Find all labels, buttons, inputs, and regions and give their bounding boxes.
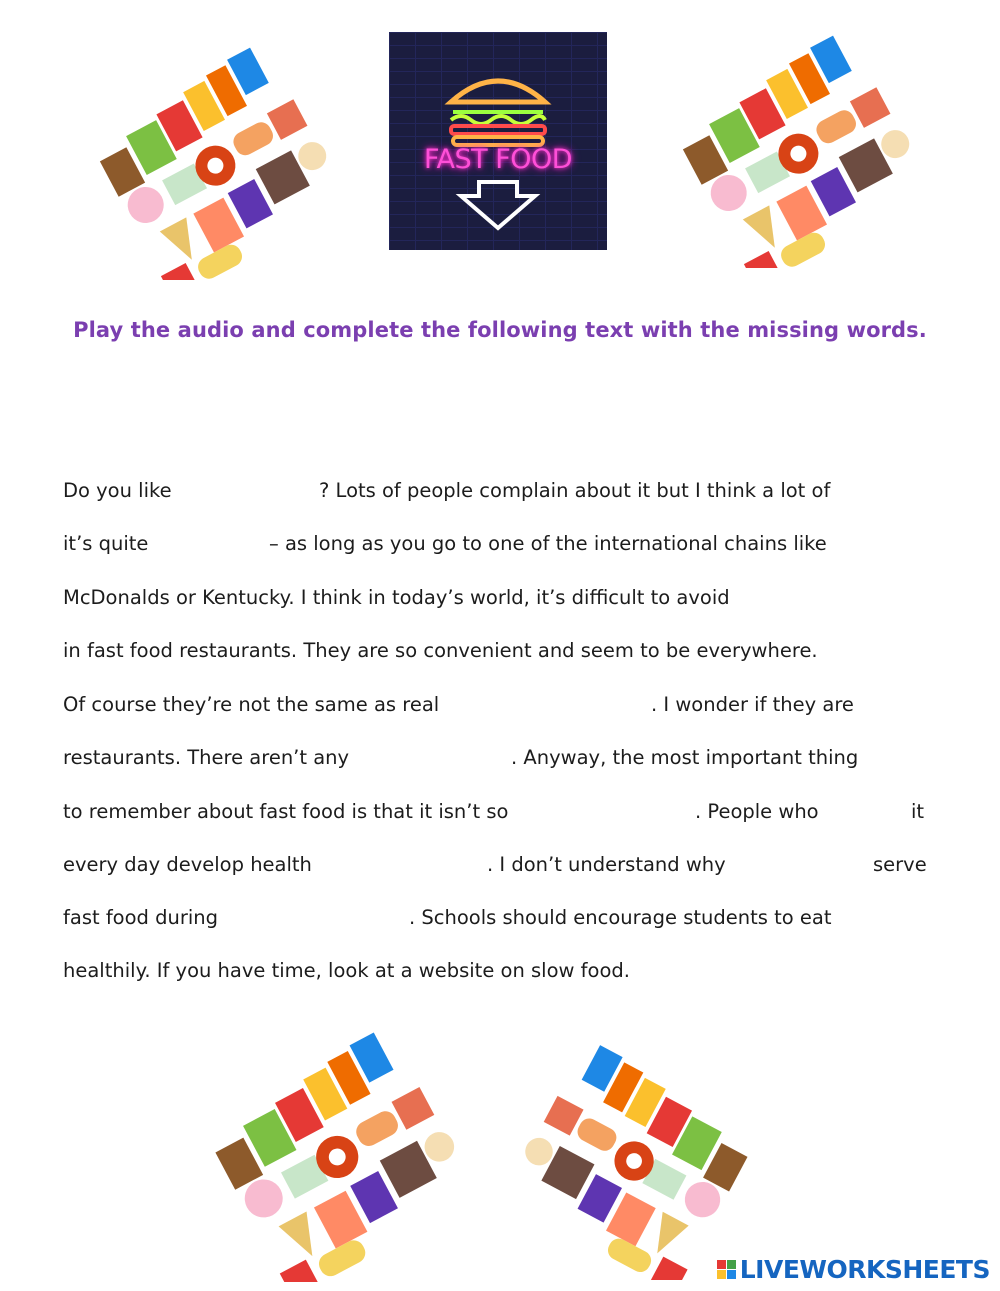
- line-text: fast food during: [63, 906, 219, 929]
- line-text: – as long as you go to one of the international chains like: [269, 532, 827, 555]
- line-text: Of course they’re not the same as real: [63, 693, 440, 716]
- brand-name: LIVEWORKSHEETS: [739, 1254, 990, 1284]
- line-text: McDonalds or Kentucky. I think in today’s world, it’s difficult to avoid: [63, 586, 730, 609]
- passage-line-4: [63, 636, 943, 666]
- passage-line-3: [63, 583, 943, 613]
- answer-blank[interactable]: [167, 532, 263, 556]
- logo-square: [727, 1260, 736, 1269]
- line-text: . People who: [695, 800, 819, 823]
- line-text: healthily. If you have time, look at a website on slow food.: [63, 959, 630, 982]
- answer-blank[interactable]: [771, 853, 863, 877]
- line-text: . I don’t understand why: [487, 853, 726, 876]
- logo-square: [717, 1270, 726, 1279]
- passage-line-1: [63, 476, 943, 506]
- line-text: every day develop health: [63, 853, 312, 876]
- logo-square: [727, 1270, 736, 1279]
- food-collage-top-right: [655, 28, 930, 268]
- line-text: ? Lots of people complain about it but I think a lot of: [319, 479, 831, 502]
- fast-food-neon-sign: [389, 32, 607, 250]
- line-text: . Anyway, the most important thing: [511, 746, 859, 769]
- line-text: . I wonder if they are: [651, 693, 854, 716]
- passage-line-8: [63, 850, 943, 880]
- line-text: in fast food restaurants. They are so convenient and seem to be everywhere.: [63, 639, 818, 662]
- answer-blank[interactable]: [245, 906, 405, 930]
- line-text: serve: [873, 853, 927, 876]
- instruction-heading: Play the audio and complete the following text with the missing words.: [73, 318, 927, 342]
- line-text: it’s quite: [63, 532, 149, 555]
- answer-blank[interactable]: [193, 479, 313, 503]
- line-text: . Schools should encourage students to eat: [409, 906, 832, 929]
- answer-blank[interactable]: [351, 853, 481, 877]
- logo-square: [717, 1260, 726, 1269]
- line-text: restaurants. There aren’t any: [63, 746, 350, 769]
- passage-line-9: [63, 903, 943, 933]
- passage-line-2: [63, 529, 943, 559]
- burger-icon: [389, 32, 607, 250]
- passage-line-10: [63, 956, 943, 986]
- food-collage-bottom-right: [505, 1030, 775, 1280]
- answer-blank[interactable]: [833, 586, 933, 610]
- answer-blank[interactable]: [843, 800, 907, 824]
- line-text: Do you like: [63, 479, 172, 502]
- food-collage-bottom-left: [186, 1020, 476, 1282]
- answer-blank[interactable]: [575, 800, 689, 824]
- liveworksheets-logo-icon: [717, 1260, 736, 1279]
- answer-blank[interactable]: [393, 746, 505, 770]
- liveworksheets-brand: [717, 1254, 990, 1284]
- line-text: to remember about fast food is that it isn’t so: [63, 800, 509, 823]
- passage-line-7: [63, 797, 943, 827]
- passage-line-6: [63, 743, 943, 773]
- line-text: it: [911, 800, 925, 823]
- food-collage-top-left: [72, 40, 347, 280]
- passage-line-5: [63, 690, 943, 720]
- neon-sign-text: FAST FOOD: [423, 144, 573, 175]
- answer-blank[interactable]: [495, 693, 645, 717]
